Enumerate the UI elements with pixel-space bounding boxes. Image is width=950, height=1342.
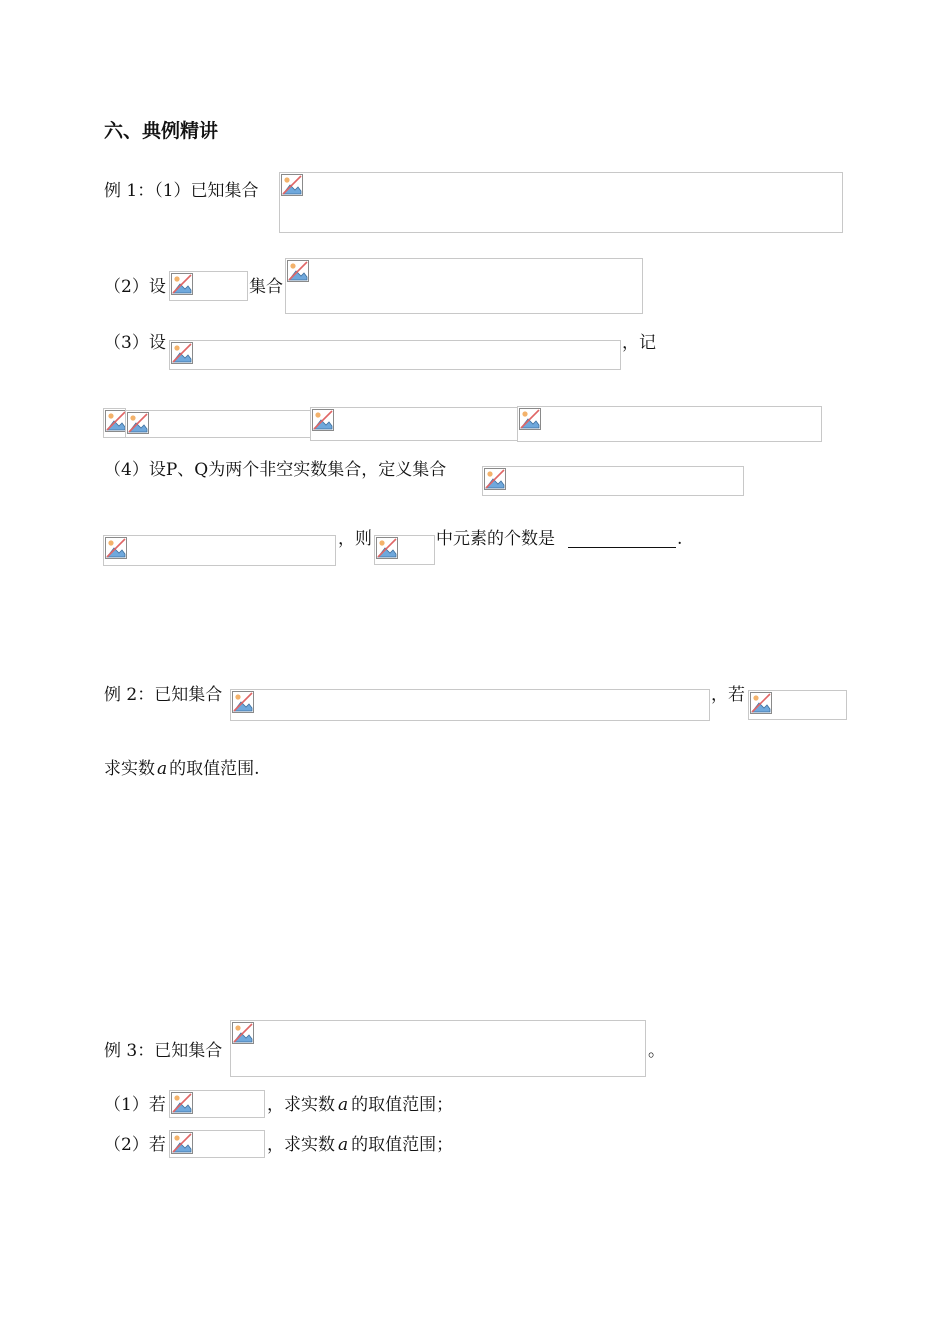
formula-image xyxy=(103,408,126,438)
ex1-p2-text: 集合 xyxy=(249,277,283,297)
formula-image xyxy=(125,410,311,438)
formula-image xyxy=(230,1020,646,1077)
ex1-p4-end: . xyxy=(677,529,683,549)
ex1-p4-question: 中元素的个数是 xyxy=(436,529,555,549)
ex3-q2-text: ，求实数 a 的取值范围； xyxy=(267,1135,454,1155)
broken-image-icon xyxy=(231,690,255,714)
ex2-intro: 例 2：已知集合 xyxy=(104,685,223,705)
ex3-q1-label: （1）若 xyxy=(104,1095,166,1115)
ex1-p4-intro: （4）设P、Q为两个非空实数集合，定义集合 xyxy=(104,460,447,480)
section-title: 六、典例精讲 xyxy=(104,120,219,142)
ex3-intro: 例 3：已知集合 xyxy=(104,1041,223,1061)
broken-image-icon xyxy=(231,1021,255,1045)
formula-image xyxy=(482,466,744,496)
ex1-intro: 例 1：（1）已知集合 xyxy=(104,181,259,201)
broken-image-icon xyxy=(170,1091,194,1115)
ex3-period: 。 xyxy=(648,1041,665,1061)
formula-image xyxy=(230,689,710,721)
formula-image xyxy=(103,535,336,566)
formula-image xyxy=(279,172,843,233)
broken-image-icon xyxy=(749,691,773,715)
formula-image xyxy=(169,1090,265,1118)
formula-image xyxy=(310,407,518,441)
broken-image-icon xyxy=(170,1131,194,1155)
formula-image xyxy=(748,690,847,720)
broken-image-icon xyxy=(518,407,542,431)
ex3-q2-label: （2）若 xyxy=(104,1135,166,1155)
broken-image-icon xyxy=(375,536,399,560)
answer-blank[interactable] xyxy=(568,525,676,548)
ex1-p4-then: ，则 xyxy=(338,529,372,549)
ex1-p2-label: （2）设 xyxy=(104,277,166,297)
formula-image xyxy=(169,271,248,301)
broken-image-icon xyxy=(104,536,128,560)
ex2-if: ，若 xyxy=(711,685,745,705)
broken-image-icon xyxy=(170,341,194,365)
broken-image-icon xyxy=(170,272,194,296)
ex1-p3-text: ，记 xyxy=(622,333,656,353)
ex2-question: 求实数 a 的取值范围. xyxy=(104,759,260,779)
broken-image-icon xyxy=(311,408,335,432)
formula-image xyxy=(169,340,621,370)
broken-image-icon xyxy=(280,173,304,197)
formula-image xyxy=(517,406,822,442)
formula-image xyxy=(169,1130,265,1158)
formula-image xyxy=(374,535,435,565)
broken-image-icon xyxy=(483,467,507,491)
broken-image-icon xyxy=(126,411,150,435)
ex1-p3-label: （3）设 xyxy=(104,333,166,353)
formula-image xyxy=(285,258,643,314)
ex3-q1-text: ，求实数 a 的取值范围； xyxy=(267,1095,454,1115)
broken-image-icon xyxy=(286,259,310,283)
